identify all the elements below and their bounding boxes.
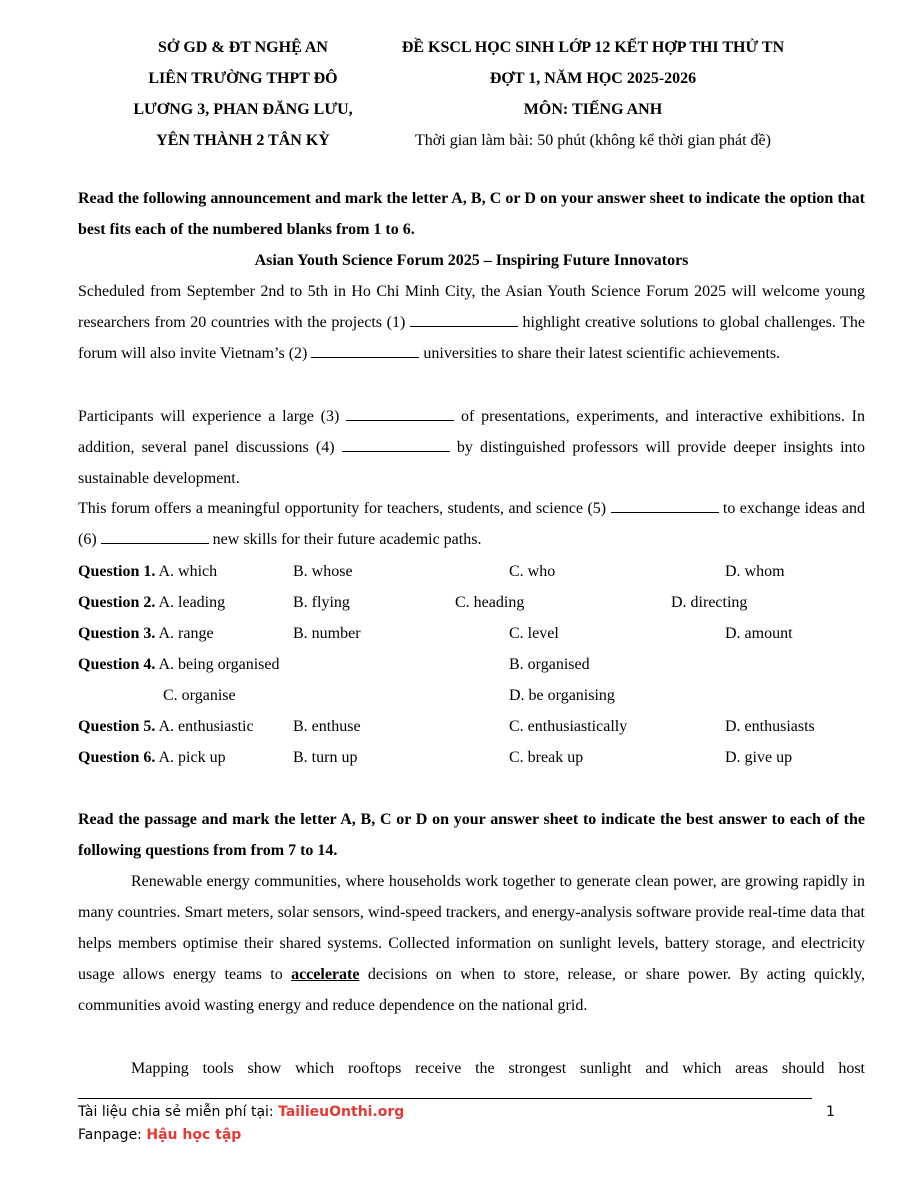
exam-title: ĐỀ KSCL HỌC SINH LỚP 12 KẾT HỢP THI THỬ TN: [401, 39, 785, 56]
question-1-option-b[interactable]: B. whose: [293, 563, 353, 580]
question-6-option-b[interactable]: B. turn up: [293, 749, 358, 766]
question-6-label: Question 6. A. pick up: [78, 749, 226, 766]
footer-line-2: Fanpage: Hậu học tập: [78, 1127, 242, 1143]
question-3-option-b[interactable]: B. number: [293, 625, 361, 642]
school-line-3: LƯƠNG 3, PHAN ĐĂNG LƯU,: [133, 101, 353, 118]
school-line-2: LIÊN TRƯỜNG THPT ĐÔ: [148, 70, 338, 87]
question-1-option-a[interactable]: A. which: [158, 563, 218, 580]
question-1-label: Question 1. A. which: [78, 563, 218, 580]
passage-paragraph-2: Mapping tools show which rooftops receive the strongest sunlight and which areas should host: [131, 1060, 865, 1077]
footer-line-1: Tài liệu chia sẻ miễn phí tại: TailieuOnthi.org: [78, 1104, 405, 1120]
page-number: 1: [826, 1104, 835, 1120]
school-line-4: YÊN THÀNH 2 TÂN KỲ: [156, 132, 330, 149]
keyword-accelerate: accelerate: [291, 966, 360, 983]
exam-subject: MÔN: TIẾNG ANH: [523, 101, 663, 118]
section1-instruction: Read the following announcement and mark the letter A, B, C or D on your answer sheet to indicate the option that best fits each of the numbered blanks from 1 to 6.: [78, 190, 865, 238]
question-5-option-d[interactable]: D. enthusiasts: [725, 718, 815, 735]
exam-duration: Thời gian làm bài: 50 phút (không kể thời gian phát đề): [415, 132, 771, 149]
blank-3: [346, 406, 454, 421]
p1-text-c: universities to share their latest scientific achievements.: [419, 345, 781, 362]
footer-fanpage-link[interactable]: Hậu học tập: [146, 1127, 242, 1143]
blank-5: [611, 498, 719, 513]
question-4-option-d[interactable]: D. be organising: [509, 687, 615, 704]
p2-text-c: by distinguished professors will provide deeper insights into sustainable development.: [78, 439, 865, 487]
p3-text-c: new skills for their future academic paths.: [208, 531, 482, 548]
section2-instruction: Read the passage and mark the letter A, B, C or D on your answer sheet to indicate the best answer to each of the following questions from from 7 to 14.: [78, 811, 865, 859]
footer: [78, 1101, 404, 1147]
passage-p1-text-b: decisions on when to store, release, or share power. By acting quickly, communities avoid wasting energy and reduce dependence on the national grid.: [78, 966, 865, 1014]
question-6-option-a[interactable]: A. pick up: [158, 749, 226, 766]
exam-round: ĐỢT 1, NĂM HỌC 2025-2026: [489, 70, 697, 87]
question-2-label: Question 2. A. leading: [78, 594, 226, 611]
question-5-option-c[interactable]: C. enthusiastically: [509, 718, 628, 735]
footer-divider: [78, 1098, 812, 1099]
question-2-option-d[interactable]: D. directing: [671, 594, 748, 611]
announcement-paragraph-1: [78, 276, 865, 369]
blank-1: [410, 312, 518, 327]
announcement-paragraph-3: [78, 493, 865, 555]
p2-text-b: of presentations, experiments, and interactive exhibitions. In addition, several panel discussions (4): [78, 408, 866, 456]
p1-text-a: Scheduled from September 2nd to 5th in Ho Chi Minh City, the Asian Youth Science Forum 2025 will welcome young researchers from 20 countries with the projects (1): [78, 283, 865, 331]
question-6-option-c[interactable]: C. break up: [509, 749, 584, 766]
question-2-option-a[interactable]: A. leading: [158, 594, 226, 611]
blank-6: [101, 529, 209, 544]
question-3-label: Question 3. A. range: [78, 625, 214, 642]
exam-header: [356, 32, 830, 156]
question-4-option-b[interactable]: B. organised: [509, 656, 590, 673]
question-2-option-b[interactable]: B. flying: [293, 594, 350, 611]
school-line-1: SỞ GD & ĐT NGHỆ AN: [158, 39, 328, 56]
p2-text-a: Participants will experience a large (3): [78, 408, 347, 425]
question-3-option-d[interactable]: D. amount: [725, 625, 793, 642]
question-2-option-c[interactable]: C. heading: [455, 594, 525, 611]
question-3-option-c[interactable]: C. level: [509, 625, 559, 642]
question-5-option-a[interactable]: A. enthusiastic: [158, 718, 254, 735]
question-4-label: Question 4. A. being organised: [78, 656, 280, 673]
question-5-option-b[interactable]: B. enthuse: [293, 718, 361, 735]
footer-site-link[interactable]: TailieuOnthi.org: [278, 1104, 405, 1120]
announcement-title: Asian Youth Science Forum 2025 – Inspiring Future Innovators: [254, 252, 689, 269]
question-4-option-a[interactable]: A. being organised: [158, 656, 280, 673]
question-1-option-c[interactable]: C. who: [509, 563, 556, 580]
question-1-option-d[interactable]: D. whom: [725, 563, 785, 580]
p1-text-b: highlight creative solutions to global challenges. The forum will also invite Vietnam’s (2): [78, 314, 865, 362]
blank-2: [311, 343, 419, 358]
p3-text-b: to exchange ideas and (6): [78, 500, 865, 548]
question-4-option-c[interactable]: C. organise: [163, 687, 236, 704]
passage-p1-text-a: Renewable energy communities, where households work together to generate clean power, are growing rapidly in many countries. Smart meters, solar sensors, wind-speed trackers, and energy-analysis software provide real-time data that helps members optimise their shared systems. Collected information on sunlight levels, battery storage, and electricity usage allows energy teams to: [78, 873, 865, 983]
passage-paragraph-1: [78, 866, 865, 1021]
question-3-option-a[interactable]: A. range: [158, 625, 214, 642]
blank-4: [342, 437, 450, 452]
question-6-option-d[interactable]: D. give up: [725, 749, 793, 766]
question-5-label: Question 5. A. enthusiastic: [78, 718, 254, 735]
announcement-paragraph-2: [78, 401, 865, 494]
p3-text-a: This forum offers a meaningful opportunity for teachers, students, and science (5): [78, 500, 611, 517]
